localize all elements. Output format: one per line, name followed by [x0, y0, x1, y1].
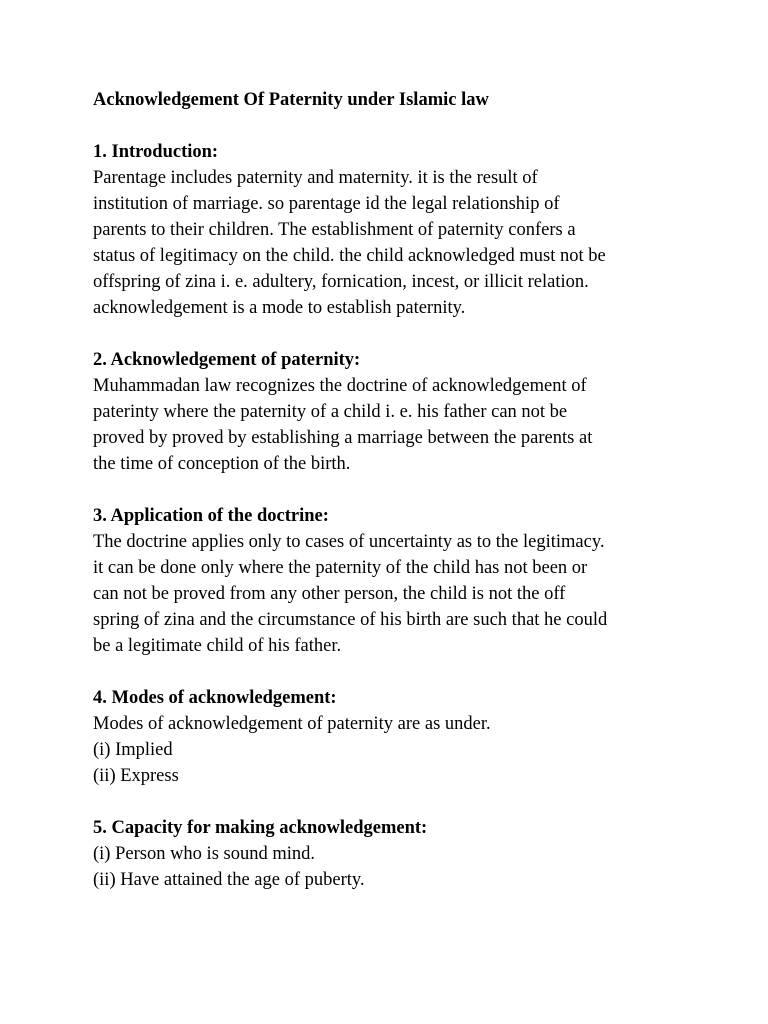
- section-acknowledgement-of-paternity: [93, 347, 708, 477]
- paragraph-line: Muhammadan law recognizes the doctrine of acknowledgement of: [93, 376, 587, 396]
- paragraph-line: offspring of zina i. e. adultery, fornication, incest, or illicit relation.: [93, 272, 589, 292]
- paragraph-line: Modes of acknowledgement of paternity are as under.: [93, 714, 491, 734]
- section-modes-of-acknowledgement: [93, 685, 708, 789]
- section-heading: 5. Capacity for making acknowledgement:: [93, 818, 428, 838]
- section-heading: 3. Application of the doctrine:: [93, 506, 329, 526]
- section-capacity-for-acknowledgement: [93, 815, 708, 893]
- paragraph-line: can not be proved from any other person, the child is not the off: [93, 584, 566, 604]
- paragraph-line: be a legitimate child of his father.: [93, 636, 342, 656]
- paragraph-line: paterinty where the paternity of a child i. e. his father can not be: [93, 402, 568, 422]
- list-item: (ii) Express: [93, 766, 179, 786]
- section-heading: 2. Acknowledgement of paternity:: [93, 350, 361, 370]
- paragraph-line: parents to their children. The establishment of paternity confers a: [93, 220, 576, 240]
- section-introduction: [93, 139, 708, 321]
- paragraph-line: spring of zina and the circumstance of his birth are such that he could: [93, 610, 608, 630]
- paragraph-line: the time of conception of the birth.: [93, 454, 351, 474]
- section-body: [93, 373, 708, 477]
- section-heading: 4. Modes of acknowledgement:: [93, 688, 337, 708]
- document-title: Acknowledgement Of Paternity under Islamic law: [93, 90, 489, 110]
- section-body: [93, 165, 708, 321]
- list-item: (i) Person who is sound mind.: [93, 844, 315, 864]
- paragraph-line: status of legitimacy on the child. the child acknowledged must not be: [93, 246, 606, 266]
- paragraph-line: institution of marriage. so parentage id the legal relationship of: [93, 194, 560, 214]
- section-application-of-doctrine: [93, 503, 708, 659]
- list-item: (ii) Have attained the age of puberty.: [93, 870, 365, 890]
- paragraph-line: The doctrine applies only to cases of uncertainty as to the legitimacy.: [93, 532, 605, 552]
- list-item: (i) Implied: [93, 740, 173, 760]
- paragraph-line: Parentage includes paternity and maternity. it is the result of: [93, 168, 538, 188]
- paragraph-line: it can be done only where the paternity of the child has not been or: [93, 558, 588, 578]
- section-heading: 1. Introduction:: [93, 142, 219, 162]
- paragraph-line: proved by proved by establishing a marriage between the parents at: [93, 428, 593, 448]
- section-body: [93, 529, 708, 659]
- section-body: [93, 841, 708, 893]
- paragraph-line: acknowledgement is a mode to establish paternity.: [93, 298, 466, 318]
- section-body: [93, 711, 708, 789]
